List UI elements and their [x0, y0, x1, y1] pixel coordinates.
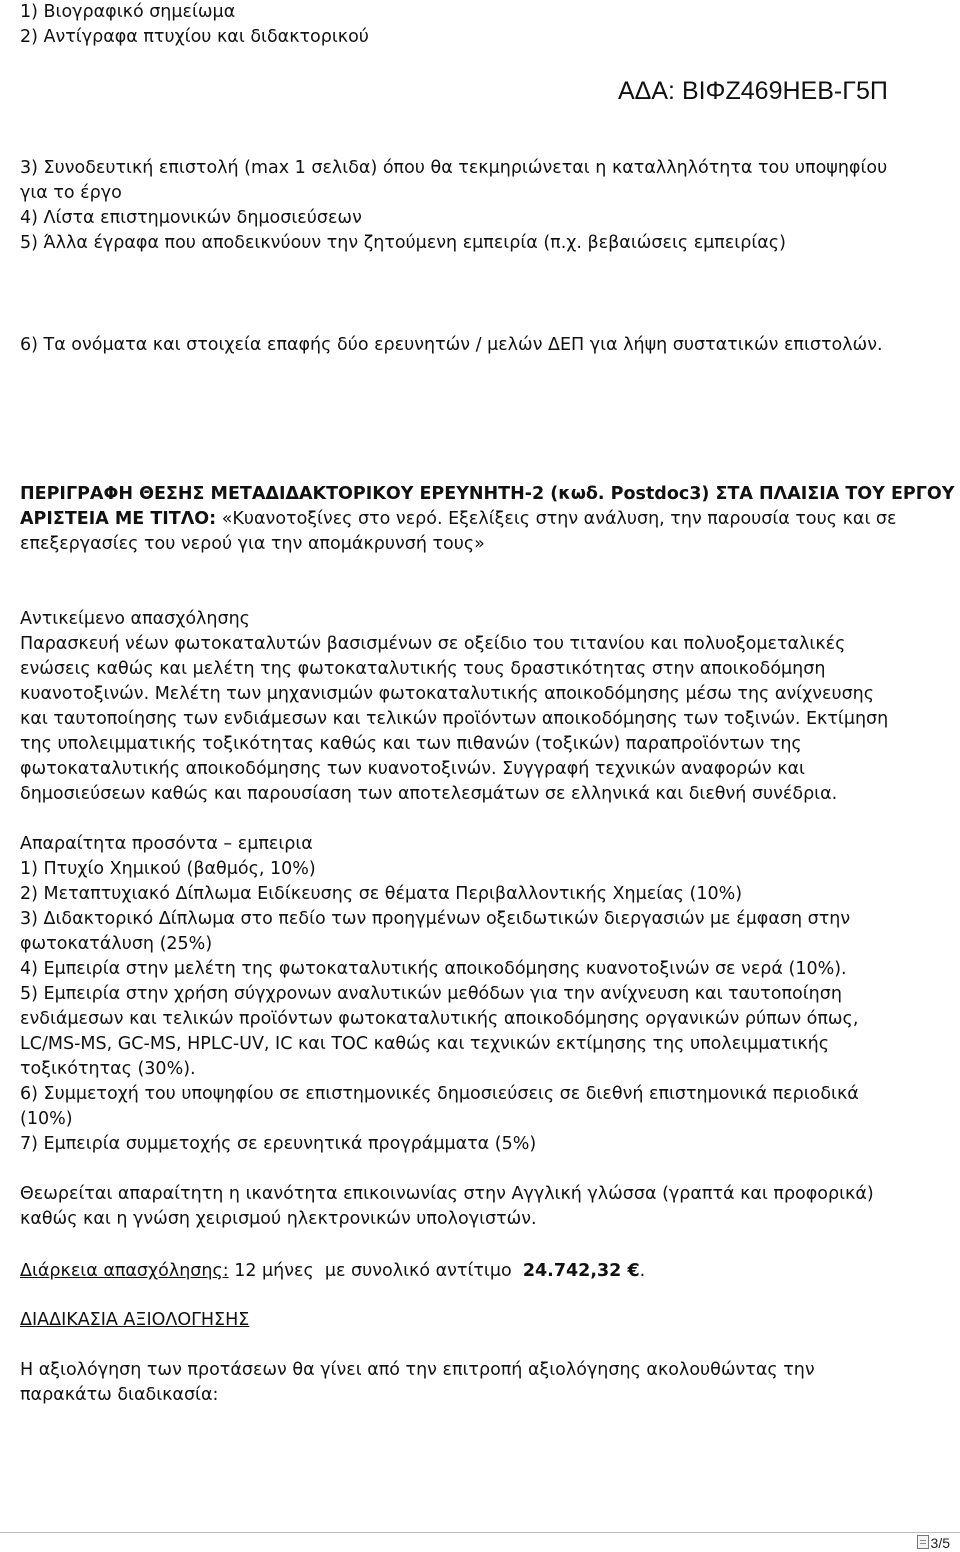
qualification-line: LC/MS-MS, GC-MS, HPLC-UV, IC και TOC καθώς και τεχνικών εκτίμησης της υπολειμματικής — [20, 1034, 830, 1054]
footer-divider — [0, 1532, 960, 1533]
qualification-line: 4) Εμπειρία στην μελέτη της φωτοκαταλυτικής αποικοδόμησης κυανοτοξινών σε νερά (10%). — [20, 959, 847, 979]
qualification-line: φωτοκατάλυση (25%) — [20, 934, 213, 954]
position-title — [20, 482, 955, 557]
ada-code: ΑΔΑ: ΒΙΦΖ469ΗΕΒ-Γ5Π — [618, 77, 888, 105]
position-title-label: ΑΡΙΣΤΕΙΑ ΜΕ ΤΙΤΛΟ: — [20, 509, 217, 529]
document-item-6 — [20, 333, 950, 358]
qualification-line: τοξικότητας (30%). — [20, 1059, 196, 1079]
document-icon — [917, 1535, 929, 1549]
employment-line: δημοσιεύσεων καθώς και παρουσίαση των αποτελεσμάτων σε ελληνικά και διεθνή συνέδρια. — [20, 784, 838, 804]
evaluation-heading: ΔΙΑΔΙΚΑΣΙΑ ΑΞΙΟΛΟΓΗΣΗΣ — [20, 1310, 250, 1330]
employment-line: κυανοτοξινών. Μελέτη των μηχανισμών φωτοκαταλυτικής αποικοδόμησης μέσω της ανίχνευσης — [20, 684, 875, 704]
qualification-line: (10%) — [20, 1109, 73, 1129]
communication-line: Θεωρείται απαραίτητη η ικανότητα επικοινωνίας στην Αγγλική γλώσσα (γραπτά και προφορικά) — [20, 1184, 874, 1204]
position-title-text: «Κυανοτοξίνες στο νερό. Εξελίξεις στην ανάλυση, την παρουσία τους και σε — [216, 509, 897, 529]
duration-tail: . — [639, 1261, 646, 1281]
evaluation-section — [20, 1358, 950, 1408]
qualification-line: 7) Εμπειρία συμμετοχής σε ερευνητικά προγράμματα (5%) — [20, 1134, 537, 1154]
top-item-2: 2) Αντίγραφα πτυχίου και διδακτορικού — [20, 27, 369, 47]
qualification-line: 2) Μεταπτυχιακό Δίπλωμα Ειδίκευσης σε θέματα Περιβαλλοντικής Χημείας (10%) — [20, 884, 743, 904]
qualifications-section — [20, 832, 950, 1157]
employment-line: ενώσεις καθώς και μελέτη της φωτοκαταλυτικής τους δραστικότητας στην αποικοδόμηση — [20, 659, 826, 679]
employment-line: φωτοκαταλυτικής αποικοδόμησης των κυανοτοξινών. Συγγραφή τεχνικών αναφορών και — [20, 759, 805, 779]
evaluation-line: παρακάτω διαδικασία: — [20, 1385, 219, 1405]
position-title-line-1: ΠΕΡΙΓΡΑΦΗ ΘΕΣΗΣ ΜΕΤΑΔΙΔΑΚΤΟΡΙΚΟΥ ΕΡΕΥΝΗΤΗ-2 (κωδ. Postdoc3) ΣΤΑ ΠΛΑΙΣΙΑ ΤΟΥ ΕΡΓΟΥ — [20, 484, 955, 504]
employment-heading: Αντικείμενο απασχόλησης — [20, 609, 250, 629]
qualification-line: 5) Εμπειρία στην χρήση σύγχρονων αναλυτικών μεθόδων για την ανίχνευση και ταυτοποίηση — [20, 984, 842, 1004]
document-item: 6) Τα ονόματα και στοιχεία επαφής δύο ερευνητών / μελών ΔΕΠ για λήψη συστατικών επιστολών. — [20, 335, 883, 355]
qualifications-heading: Απαραίτητα προσόντα – εμπειρια — [20, 834, 313, 854]
evaluation-line: Η αξιολόγηση των προτάσεων θα γίνει από την επιτροπή αξιολόγησης ακολουθώντας την — [20, 1360, 815, 1380]
qualification-line: 1) Πτυχίο Χημικού (βαθμός, 10%) — [20, 859, 316, 879]
employment-line: Παρασκευή νέων φωτοκαταλυτών βασισμένων σε οξείδιο του τιτανίου και πολυοξομεταλικές — [20, 634, 846, 654]
qualification-line: 3) Διδακτορικό Δίπλωμα στο πεδίο των προηγμένων οξειδωτικών διεργασιών με έμφαση στην — [20, 909, 851, 929]
top-items — [20, 0, 950, 50]
duration-text: 12 μήνες με συνολικό αντίτιμο — [228, 1261, 523, 1281]
qualification-line: ενδιάμεσων και τελικών προϊόντων φωτοκαταλυτικής αποικοδόμησης οργανικών ρύπων όπως, — [20, 1009, 859, 1029]
evaluation-heading-block — [20, 1308, 950, 1333]
page-footer — [0, 1532, 960, 1552]
communication-section — [20, 1182, 950, 1232]
document-item: 5) Άλλα έγραφα που αποδεικνύουν την ζητούμενη εμπειρία (π.χ. βεβαιώσεις εμπειρίας) — [20, 233, 786, 253]
page-indicator — [917, 1535, 950, 1551]
duration-line — [20, 1259, 950, 1284]
employment-section — [20, 607, 950, 807]
communication-line: καθώς και η γνώση χειρισμού ηλεκτρονικών υπολογιστών. — [20, 1209, 537, 1229]
position-title-line-2 — [20, 507, 950, 532]
document-item: για το έργο — [20, 183, 122, 203]
document-item: 4) Λίστα επιστημονικών δημοσιεύσεων — [20, 208, 362, 228]
employment-line: και ταυτοποίησης των ενδιάμεσων και τελικών προϊόντων αποικοδόμησης των τοξινών. Εκτίμηση — [20, 709, 889, 729]
duration-section — [20, 1259, 950, 1284]
documents-list — [20, 156, 950, 256]
qualification-line: 6) Συμμετοχή του υποψηφίου σε επιστημονικές δημοσιεύσεις σε διεθνή επιστημονικά περιοδικά — [20, 1084, 859, 1104]
page-number: 3/5 — [930, 1535, 950, 1551]
duration-label: Διάρκεια απασχόλησης: — [20, 1261, 229, 1281]
position-title-line-3: επεξεργασίες του νερού για την απομάκρυνσή τους» — [20, 534, 485, 554]
top-item-1: 1) Βιογραφικό σημείωμα — [20, 2, 236, 22]
employment-line: της υπολειμματικής τοξικότητας καθώς και των πιθανών (τοξικών) παραπροϊόντων της — [20, 734, 802, 754]
duration-amount: 24.742,32 € — [522, 1261, 640, 1281]
document-item: 3) Συνοδευτική επιστολή (max 1 σελιδα) όπου θα τεκμηριώνεται η καταλληλότητα του υποψηφίου — [20, 158, 888, 178]
